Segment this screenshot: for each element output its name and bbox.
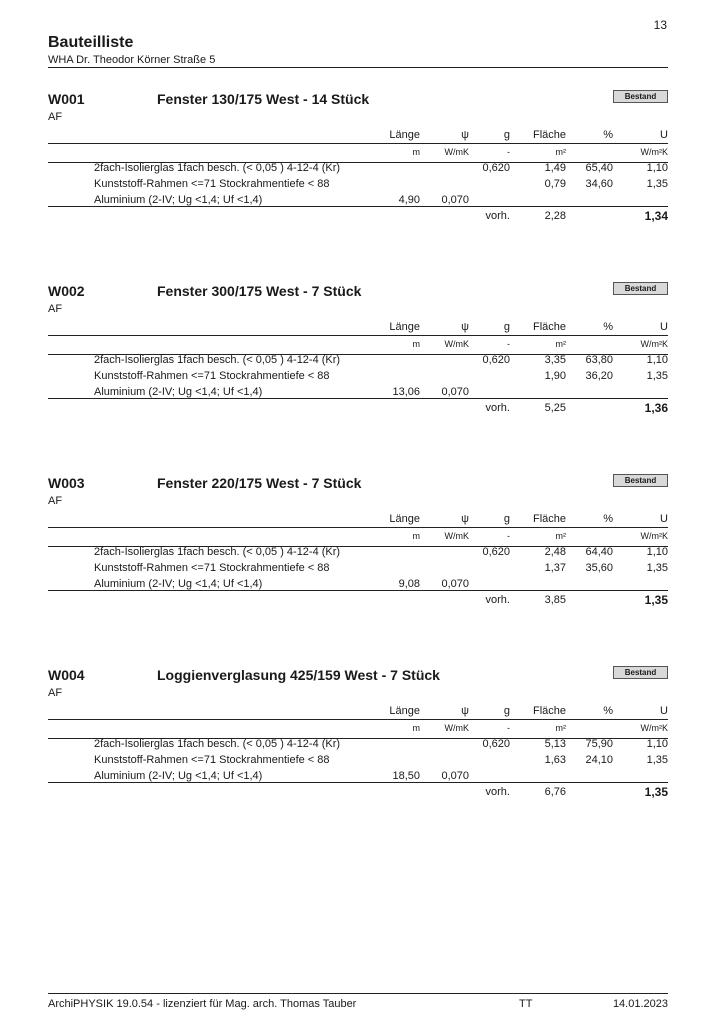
cell-len: 13,06 [392, 386, 420, 398]
column-header: Länge [389, 321, 420, 333]
column-unit: W/m²K [640, 723, 668, 733]
table-row [48, 736, 668, 752]
cell-u: 1,35 [646, 370, 668, 382]
cell-pct: 63,80 [585, 354, 613, 366]
component-code: W003 [48, 475, 85, 491]
column-header: Fläche [532, 321, 566, 333]
column-header: Fläche [532, 129, 566, 141]
column-unit: m [412, 339, 420, 349]
material-description: Kunststoff-Rahmen <=71 Stockrahmentiefe < 88 [94, 370, 330, 382]
column-header: % [603, 321, 613, 333]
table-divider [48, 719, 668, 720]
component-title: Loggienverglasung 425/159 West - 7 Stück [157, 667, 440, 683]
cell-area: 3,35 [544, 354, 566, 366]
status-badge: Bestand [613, 666, 668, 679]
table-header [48, 511, 668, 527]
column-header: ψ [461, 321, 469, 333]
component-type: AF [48, 687, 63, 699]
material-description: 2fach-Isolierglas 1fach besch. (< 0,05 ) 4-12-4 (Kr) [94, 162, 341, 174]
material-description: Aluminium (2-IV; Ug <1,4; Uf <1,4) [94, 386, 263, 398]
column-unit: m [412, 531, 420, 541]
cell-pct: 65,40 [585, 162, 613, 174]
column-header: Länge [389, 513, 420, 525]
cell-area: 2,48 [544, 546, 566, 558]
table-row [48, 560, 668, 576]
material-description: 2fach-Isolierglas 1fach besch. (< 0,05 ) 4-12-4 (Kr) [94, 738, 341, 750]
material-description: Kunststoff-Rahmen <=71 Stockrahmentiefe < 88 [94, 754, 330, 766]
column-unit: W/m²K [640, 339, 668, 349]
column-header: g [503, 513, 510, 525]
column-unit: W/mK [444, 531, 469, 541]
table-divider [48, 206, 668, 207]
summary-label: vorh. [485, 402, 510, 414]
material-description: 2fach-Isolierglas 1fach besch. (< 0,05 ) 4-12-4 (Kr) [94, 546, 341, 558]
column-header: Länge [389, 705, 420, 717]
column-header: g [503, 705, 510, 717]
component-section [48, 91, 668, 241]
table-divider [48, 527, 668, 528]
summary-row [48, 784, 668, 800]
component-type: AF [48, 111, 63, 123]
column-unit: - [507, 723, 510, 733]
cell-g: 0,620 [482, 162, 510, 174]
column-header: U [660, 129, 668, 141]
units-row [48, 721, 668, 735]
summary-label: vorh. [485, 786, 510, 798]
footer-divider [48, 993, 668, 994]
units-row [48, 145, 668, 159]
summary-area: 6,76 [544, 786, 566, 798]
cell-u: 1,35 [646, 562, 668, 574]
document-subtitle: WHA Dr. Theodor Körner Straße 5 [48, 54, 216, 66]
column-header: % [603, 129, 613, 141]
table-header [48, 319, 668, 335]
status-badge: Bestand [613, 474, 668, 487]
status-badge: Bestand [613, 282, 668, 295]
cell-g: 0,620 [482, 354, 510, 366]
cell-u: 1,35 [646, 178, 668, 190]
cell-area: 1,49 [544, 162, 566, 174]
column-header: ψ [461, 705, 469, 717]
column-header: g [503, 321, 510, 333]
material-description: 2fach-Isolierglas 1fach besch. (< 0,05 ) 4-12-4 (Kr) [94, 354, 341, 366]
cell-pct: 35,60 [585, 562, 613, 574]
table-row [48, 160, 668, 176]
material-description: Aluminium (2-IV; Ug <1,4; Uf <1,4) [94, 578, 263, 590]
table-divider [48, 335, 668, 336]
cell-psi: 0,070 [441, 578, 469, 590]
component-section [48, 283, 668, 433]
table-row [48, 176, 668, 192]
column-header: U [660, 513, 668, 525]
component-type: AF [48, 303, 63, 315]
cell-len: 18,50 [392, 770, 420, 782]
cell-pct: 34,60 [585, 178, 613, 190]
summary-area: 2,28 [544, 210, 566, 222]
column-header: U [660, 705, 668, 717]
table-row [48, 544, 668, 560]
component-section [48, 667, 668, 817]
summary-label: vorh. [485, 594, 510, 606]
table-row [48, 752, 668, 768]
cell-u: 1,10 [646, 354, 668, 366]
column-unit: W/mK [444, 339, 469, 349]
document-title: Bauteilliste [48, 34, 134, 51]
table-divider [48, 143, 668, 144]
cell-psi: 0,070 [441, 386, 469, 398]
component-code: W004 [48, 667, 85, 683]
component-title: Fenster 130/175 West - 14 Stück [157, 91, 370, 107]
column-unit: W/m²K [640, 531, 668, 541]
header-divider [48, 67, 668, 68]
cell-g: 0,620 [482, 738, 510, 750]
cell-g: 0,620 [482, 546, 510, 558]
material-description: Kunststoff-Rahmen <=71 Stockrahmentiefe < 88 [94, 562, 330, 574]
summary-u-value: 1,35 [644, 593, 668, 607]
column-unit: - [507, 147, 510, 157]
component-title: Fenster 220/175 West - 7 Stück [157, 475, 362, 491]
column-unit: m [412, 147, 420, 157]
cell-pct: 36,20 [585, 370, 613, 382]
component-title: Fenster 300/175 West - 7 Stück [157, 283, 362, 299]
cell-pct: 24,10 [585, 754, 613, 766]
page-number: 13 [653, 18, 667, 32]
cell-area: 1,90 [544, 370, 566, 382]
cell-area: 1,63 [544, 754, 566, 766]
component-type: AF [48, 495, 63, 507]
table-divider [48, 782, 668, 783]
column-unit: - [507, 339, 510, 349]
column-header: Länge [389, 129, 420, 141]
cell-pct: 64,40 [585, 546, 613, 558]
column-unit: m² [555, 147, 566, 157]
column-header: % [603, 705, 613, 717]
material-description: Kunststoff-Rahmen <=71 Stockrahmentiefe < 88 [94, 178, 330, 190]
column-header: U [660, 321, 668, 333]
table-row [48, 352, 668, 368]
cell-psi: 0,070 [441, 770, 469, 782]
units-row [48, 337, 668, 351]
summary-row [48, 592, 668, 608]
column-unit: W/mK [444, 723, 469, 733]
cell-pct: 75,90 [585, 738, 613, 750]
status-badge: Bestand [613, 90, 668, 103]
component-code: W002 [48, 283, 85, 299]
column-unit: W/m²K [640, 147, 668, 157]
column-header: Fläche [532, 705, 566, 717]
table-header [48, 703, 668, 719]
column-unit: m² [555, 531, 566, 541]
cell-len: 9,08 [398, 578, 420, 590]
cell-area: 5,13 [544, 738, 566, 750]
table-row [48, 368, 668, 384]
cell-psi: 0,070 [441, 194, 469, 206]
column-unit: m² [555, 339, 566, 349]
footer-date: 14.01.2023 [612, 998, 668, 1010]
column-header: ψ [461, 513, 469, 525]
cell-u: 1,10 [646, 546, 668, 558]
column-unit: m² [555, 723, 566, 733]
summary-u-value: 1,36 [644, 401, 668, 415]
summary-area: 5,25 [544, 402, 566, 414]
cell-u: 1,10 [646, 162, 668, 174]
table-divider [48, 590, 668, 591]
table-header [48, 127, 668, 143]
component-section [48, 475, 668, 625]
footer-software: ArchiPHYSIK 19.0.54 - lizenziert für Mag. arch. Thomas Tauber [48, 998, 357, 1010]
summary-u-value: 1,34 [644, 209, 668, 223]
cell-area: 1,37 [544, 562, 566, 574]
column-header: % [603, 513, 613, 525]
material-description: Aluminium (2-IV; Ug <1,4; Uf <1,4) [94, 194, 263, 206]
material-description: Aluminium (2-IV; Ug <1,4; Uf <1,4) [94, 770, 263, 782]
table-divider [48, 398, 668, 399]
column-header: ψ [461, 129, 469, 141]
column-header: Fläche [532, 513, 566, 525]
footer-initials: TT [519, 998, 533, 1010]
column-header: g [503, 129, 510, 141]
cell-u: 1,10 [646, 738, 668, 750]
component-code: W001 [48, 91, 85, 107]
column-unit: W/mK [444, 147, 469, 157]
summary-row [48, 400, 668, 416]
summary-row [48, 208, 668, 224]
cell-u: 1,35 [646, 754, 668, 766]
summary-label: vorh. [485, 210, 510, 222]
cell-len: 4,90 [398, 194, 420, 206]
units-row [48, 529, 668, 543]
summary-u-value: 1,35 [644, 785, 668, 799]
column-unit: - [507, 531, 510, 541]
summary-area: 3,85 [544, 594, 566, 606]
cell-area: 0,79 [544, 178, 566, 190]
column-unit: m [412, 723, 420, 733]
